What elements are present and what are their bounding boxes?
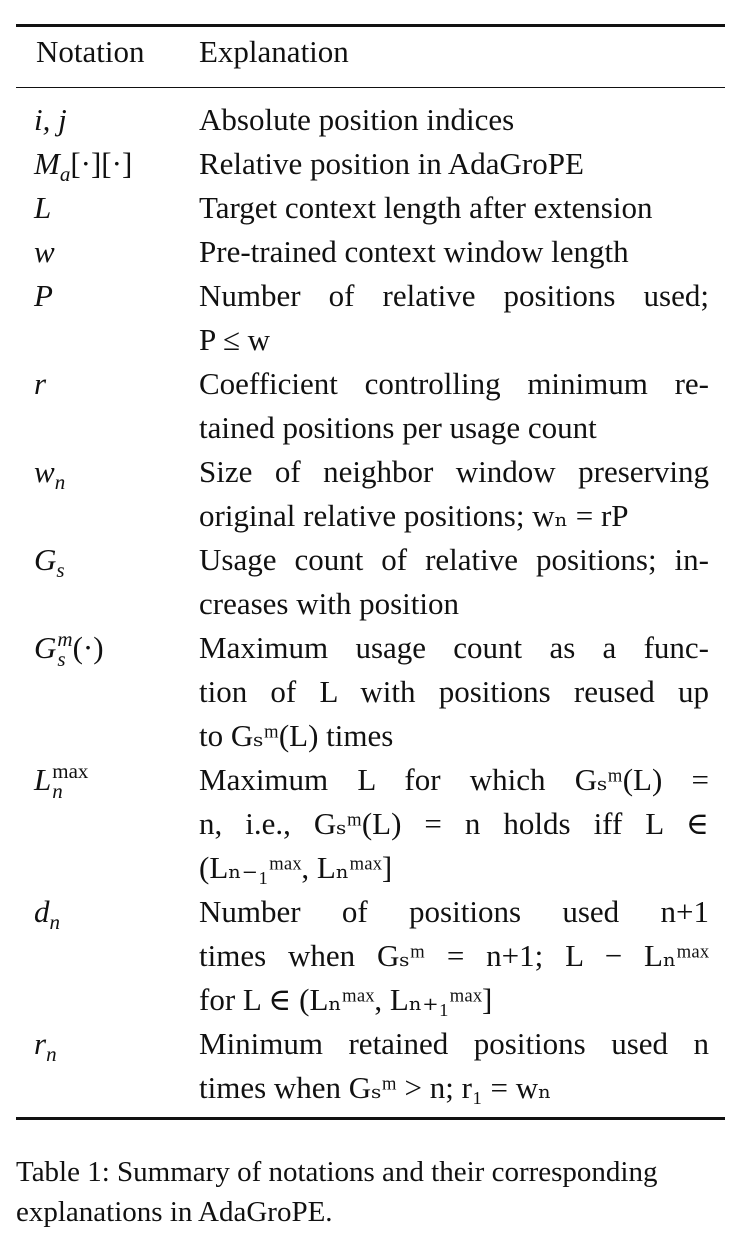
table-row <box>0 890 744 1022</box>
explanation-line: times when Gₛᵐ = n+1; L − Lₙᵐᵃˣ <box>199 938 709 973</box>
table-row <box>0 758 744 890</box>
explanation-cell <box>199 890 709 1022</box>
notation-symbol <box>34 626 104 671</box>
table-row <box>0 1022 744 1110</box>
explanation-cell <box>199 450 709 538</box>
caption-line: Table 1: Summary of notations and their corresponding <box>16 1156 658 1188</box>
explanation-line: tained positions per usage count <box>199 410 597 445</box>
notation-symbol <box>34 98 67 142</box>
explanation-line: original relative positions; wₙ = rP <box>199 498 629 533</box>
table-header-rule <box>16 87 725 88</box>
explanation-cell <box>199 142 709 186</box>
explanation-cell <box>199 758 709 890</box>
explanation-line: Maximum L for which Gₛᵐ(L) = <box>199 762 709 797</box>
explanation-cell <box>199 1022 709 1110</box>
symbol-base: r <box>34 366 47 401</box>
symbol-subscript: n <box>46 1042 57 1067</box>
symbol-subscript: s <box>56 558 65 583</box>
symbol-subscript: n <box>52 778 63 803</box>
table-row <box>0 450 744 538</box>
symbol-base: w <box>34 454 55 489</box>
symbol-base: M <box>34 146 60 181</box>
explanation-line: Size of neighbor window preserving <box>199 454 709 489</box>
explanation-line: creases with position <box>199 586 460 621</box>
explanation-cell <box>199 362 709 450</box>
explanation-line: n, i.e., Gₛᵐ(L) = n holds iff L ∈ <box>199 806 709 841</box>
symbol-base: G <box>34 630 57 665</box>
symbol-tail: [·][·] <box>70 146 133 181</box>
symbol-base: P <box>34 278 53 313</box>
symbol-subscript: n <box>54 470 66 495</box>
table-row <box>0 230 744 274</box>
explanation-cell <box>199 98 709 142</box>
notation-symbol <box>34 538 65 582</box>
symbol-subscript: n <box>49 910 60 935</box>
explanation-line: Absolute position indices <box>199 102 515 137</box>
symbol-base: L <box>34 190 52 225</box>
explanation-cell <box>199 538 709 626</box>
explanation-line: Coefficient controlling minimum re- <box>199 366 709 401</box>
symbol-base: r <box>34 1026 47 1061</box>
explanation-line: P ≤ w <box>199 322 270 357</box>
caption-line: explanations in AdaGroPE. <box>16 1196 333 1228</box>
notation-symbol <box>34 1022 57 1066</box>
explanation-cell <box>199 274 709 362</box>
table-caption <box>16 1152 728 1232</box>
symbol-superscript: m <box>57 626 73 651</box>
table-row <box>0 142 744 186</box>
notation-symbol <box>34 890 60 934</box>
notation-symbol <box>34 450 65 494</box>
explanation-line: Relative position in AdaGroPE <box>199 146 584 181</box>
explanation-line: Number of positions used n+1 <box>199 894 709 929</box>
notation-symbol <box>34 362 46 406</box>
symbol-base: d <box>34 894 50 929</box>
notation-symbol <box>34 186 51 230</box>
table-row <box>0 538 744 626</box>
explanation-line: Pre-trained context window length <box>199 234 629 269</box>
table-row <box>0 362 744 450</box>
symbol-subscript: s <box>57 646 66 671</box>
symbol-base: w <box>34 234 55 269</box>
symbol-subscript: a <box>59 162 71 187</box>
explanation-cell <box>199 230 709 274</box>
table-row <box>0 186 744 230</box>
explanation-line: Minimum retained positions used n <box>199 1026 709 1061</box>
explanation-line: for L ∈ (Lₙᵐᵃˣ, Lₙ₊₁ᵐᵃˣ] <box>199 982 493 1017</box>
symbol-tail: (·) <box>72 630 104 665</box>
notation-symbol <box>34 230 55 274</box>
notation-symbol <box>34 758 88 803</box>
table-header <box>0 34 744 78</box>
explanation-line: times when Gₛᵐ > n; r₁ = wₙ <box>199 1070 552 1105</box>
table-row <box>0 274 744 362</box>
symbol-superscript: max <box>52 758 89 783</box>
symbol-base: L <box>34 762 52 797</box>
symbol-base: G <box>34 542 57 577</box>
explanation-line: tion of L with positions reused up <box>199 674 709 709</box>
notation-symbol <box>34 142 132 186</box>
explanation-line: to Gₛᵐ(L) times <box>199 718 394 753</box>
explanation-line: Usage count of relative positions; in- <box>199 542 709 577</box>
header-notation: Notation <box>36 34 145 69</box>
explanation-line: Target context length after extension <box>199 190 653 225</box>
table-row <box>0 626 744 758</box>
table-bottom-rule <box>16 1117 725 1120</box>
table-row <box>0 98 744 142</box>
table-top-rule <box>16 24 725 27</box>
explanation-cell <box>199 186 709 230</box>
explanation-line: Maximum usage count as a func- <box>199 630 709 665</box>
symbol-base: i, j <box>34 102 67 137</box>
notation-symbol <box>34 274 53 318</box>
explanation-line: (Lₙ₋₁ᵐᵃˣ, Lₙᵐᵃˣ] <box>199 850 393 885</box>
header-explanation: Explanation <box>199 34 349 69</box>
explanation-cell <box>199 626 709 758</box>
explanation-line: Number of relative positions used; <box>199 278 709 313</box>
table-body <box>0 98 744 1110</box>
